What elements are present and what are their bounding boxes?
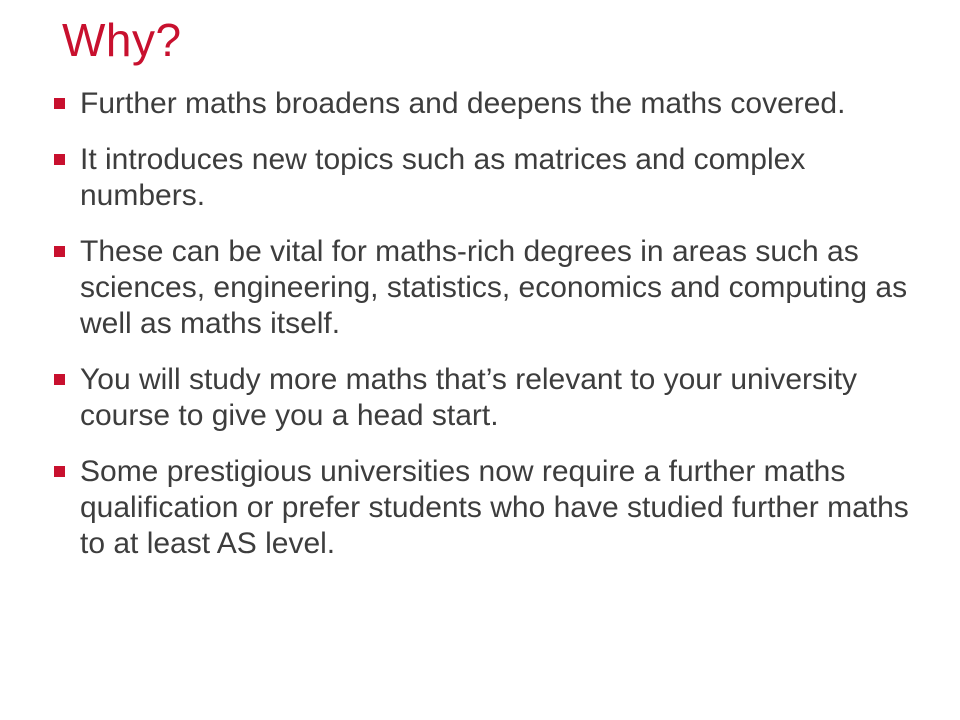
slide-title: Why? [62,14,182,66]
bullet-text: Some prestigious universities now require a further maths qualification or prefer students who have studied further maths to at least AS level. [80,455,909,560]
bullet-item [52,234,932,342]
bullet-text: You will study more maths that’s relevant to your university course to give you a head start. [80,363,858,432]
bullet-item [52,454,932,562]
bullet-text: Further maths broadens and deepens the maths covered. [80,87,846,120]
bullet-text: It introduces new topics such as matrices and complex numbers. [80,143,806,212]
bullet-item [52,142,932,214]
square-bullet-icon [54,98,65,109]
bullet-item [52,86,932,122]
bullet-list [52,86,932,582]
bullet-item [52,362,932,434]
bullet-text: These can be vital for maths-rich degrees in areas such as sciences, engineering, statistics, economics and computing as well as maths itself. [80,235,908,340]
square-bullet-icon [54,246,65,257]
square-bullet-icon [54,374,65,385]
square-bullet-icon [54,154,65,165]
square-bullet-icon [54,466,65,477]
